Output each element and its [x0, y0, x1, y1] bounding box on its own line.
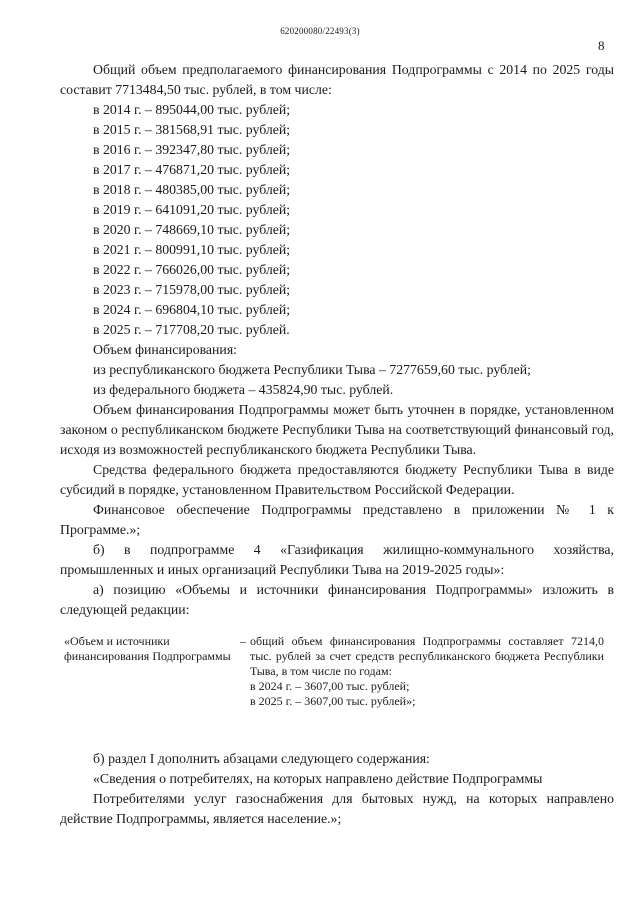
funding-title: Объем финансирования:: [93, 342, 237, 357]
page-number: 8: [598, 38, 605, 53]
year-item: в 2024 г. – 696804,10 тыс. рублей;: [93, 302, 291, 317]
table-year-item: в 2025 г. – 3607,00 тыс. рублей»;: [250, 694, 416, 708]
paragraph: Объем финансирования Подпрограммы может быть уточнен в порядке, установленном законом о республиканском бюджете Республики Тыва на соответствующий финансовый год, исходя из возможностей республиканского бюджета Республики Тыва.: [60, 402, 614, 457]
year-item: в 2017 г. – 476871,20 тыс. рублей;: [93, 162, 291, 177]
year-item: в 2025 г. – 717708,20 тыс. рублей.: [93, 322, 290, 337]
paragraph: б) в подпрограмме 4 «Газификация жилищно-коммунального хозяйства, промышленных и иных организаций Республики Тыва на 2019-2025 годы»:: [60, 542, 614, 577]
funding-item: из республиканского бюджета Республики Тыва – 7277659,60 тыс. рублей;: [93, 362, 531, 377]
year-item: в 2016 г. – 392347,80 тыс. рублей;: [93, 142, 291, 157]
paragraph: а) позицию «Объемы и источники финансирования Подпрограммы» изложить в следующей редакции:: [60, 582, 614, 617]
year-item: в 2018 г. – 480385,00 тыс. рублей;: [93, 182, 291, 197]
year-item: в 2014 г. – 895044,00 тыс. рублей;: [93, 102, 291, 117]
year-item: в 2023 г. – 715978,00 тыс. рублей;: [93, 282, 291, 297]
table-right-cell: [236, 634, 604, 709]
closing-paragraph: б) раздел I дополнить абзацами следующего содержания:: [93, 751, 430, 766]
closing-paragraph: Потребителями услуг газоснабжения для бытовых нужд, на которых направлено действие Подпрограммы, является население.»;: [60, 791, 614, 826]
table-main-text: общий объем финансирования Подпрограммы составляет 7214,0 тыс. рублей за счет средств республиканского бюджета Республики Тыва, в том числе по годам:: [250, 634, 604, 678]
year-item: в 2021 г. – 800991,10 тыс. рублей;: [93, 242, 291, 257]
document-number: 620200080/22493(3): [280, 26, 360, 36]
closing-paragraph: «Сведения о потребителях, на которых направлено действие Подпрограммы: [93, 771, 543, 786]
funding-table: [60, 634, 614, 709]
year-item: в 2019 г. – 641091,20 тыс. рублей;: [93, 202, 291, 217]
paragraph: Средства федерального бюджета предоставляются бюджету Республики Тыва в виде субсидий в порядке, установленном Правительством Российской Федерации.: [60, 462, 614, 497]
year-item: в 2015 г. – 381568,91 тыс. рублей;: [93, 122, 291, 137]
table-year-item: в 2024 г. – 3607,00 тыс. рублей;: [250, 679, 410, 693]
table-left-cell: «Объем и источники финансирования Подпрограммы: [64, 634, 231, 663]
table-dash: –: [240, 634, 246, 648]
year-item: в 2020 г. – 748669,10 тыс. рублей;: [93, 222, 291, 237]
document-body: [60, 60, 614, 829]
year-item: в 2022 г. – 766026,00 тыс. рублей;: [93, 262, 291, 277]
intro-paragraph: Общий объем предполагаемого финансирования Подпрограммы с 2014 по 2025 годы составит 7713484,50 тыс. рублей, в том числе:: [60, 62, 614, 97]
paragraph: Финансовое обеспечение Подпрограммы представлено в приложении № 1 к Программе.»;: [60, 502, 614, 537]
funding-item: из федерального бюджета – 435824,90 тыс. рублей.: [93, 382, 394, 397]
